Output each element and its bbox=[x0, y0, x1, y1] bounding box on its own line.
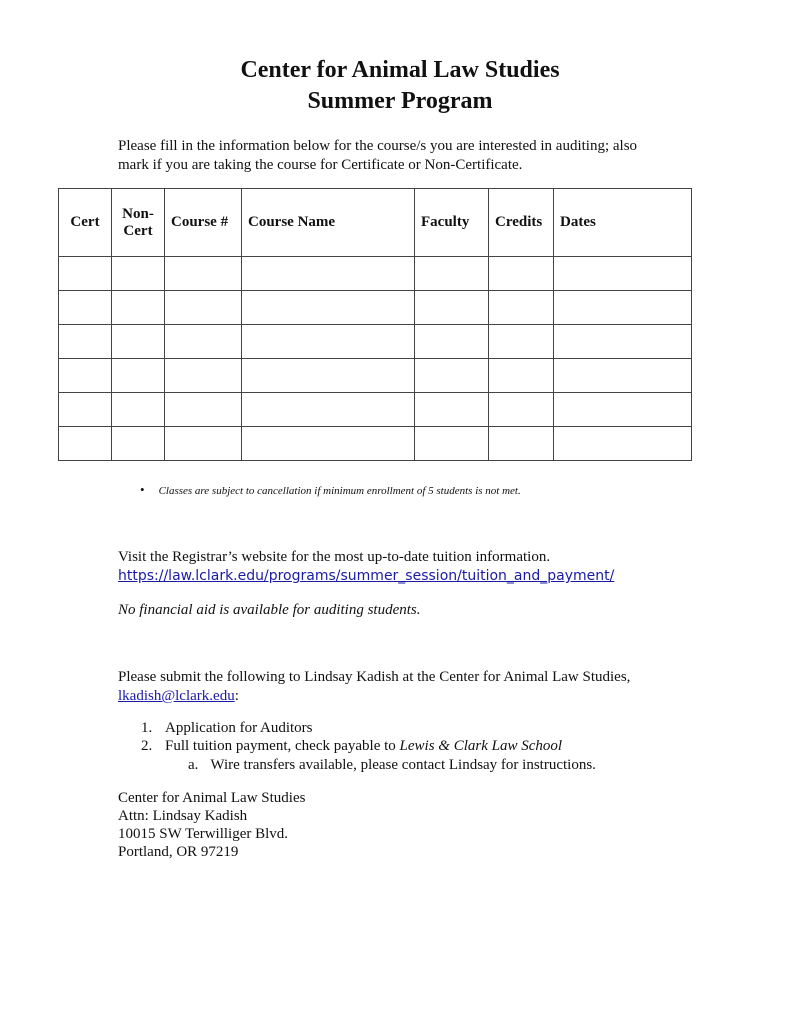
faculty-cell[interactable] bbox=[415, 359, 489, 393]
non-cert-cell[interactable] bbox=[112, 359, 165, 393]
list-item bbox=[118, 737, 562, 755]
header-faculty: Faculty bbox=[415, 189, 489, 257]
course-name-cell[interactable] bbox=[242, 359, 415, 393]
header-non-cert bbox=[112, 189, 165, 257]
course-number-cell[interactable] bbox=[165, 393, 242, 427]
dates-cell[interactable] bbox=[554, 325, 692, 359]
payee-name: Lewis & Clark Law School bbox=[399, 738, 563, 754]
cancellation-note bbox=[140, 482, 521, 498]
non-cert-cell[interactable] bbox=[112, 427, 165, 461]
address-line-4: Portland, OR 97219 bbox=[118, 844, 239, 860]
faculty-cell[interactable] bbox=[415, 325, 489, 359]
course-name-cell[interactable] bbox=[242, 427, 415, 461]
credits-cell[interactable] bbox=[489, 325, 554, 359]
registrar-text: Visit the Registrar’s website for the most up-to-date tuition information. bbox=[118, 549, 551, 565]
list-item-number: 1. bbox=[141, 720, 153, 736]
cert-cell[interactable] bbox=[59, 325, 112, 359]
email-link[interactable]: lkadish@lclark.edu bbox=[118, 688, 235, 704]
tuition-link[interactable]: https://law.lclark.edu/programs/summer_session/tuition_and_payment/ bbox=[118, 568, 615, 584]
non-cert-cell[interactable] bbox=[112, 291, 165, 325]
submit-text: Please submit the following to Lindsay Kadish at the Center for Animal Law Studies, bbox=[118, 669, 631, 685]
header-non-cert-line1: Non- bbox=[122, 205, 154, 222]
intro-paragraph bbox=[118, 137, 698, 175]
email-suffix: : bbox=[234, 688, 239, 704]
faculty-cell[interactable] bbox=[415, 393, 489, 427]
cert-cell[interactable] bbox=[59, 427, 112, 461]
faculty-cell[interactable] bbox=[415, 427, 489, 461]
page-title: Center for Animal Law Studies bbox=[240, 57, 560, 83]
course-number-cell[interactable] bbox=[165, 359, 242, 393]
page-subtitle: Summer Program bbox=[307, 88, 493, 114]
registrar-paragraph bbox=[118, 548, 758, 586]
cancellation-note-text: Classes are subject to cancellation if minimum enrollment of 5 students is not met. bbox=[158, 485, 521, 497]
course-table bbox=[58, 188, 692, 461]
non-cert-cell[interactable] bbox=[112, 257, 165, 291]
list-item-text: Application for Auditors bbox=[165, 720, 313, 736]
submission-list bbox=[118, 719, 562, 755]
table-row bbox=[59, 393, 692, 427]
faculty-cell[interactable] bbox=[415, 291, 489, 325]
address-line-2: Attn: Lindsay Kadish bbox=[118, 808, 248, 824]
mailing-address bbox=[118, 789, 305, 861]
dates-cell[interactable] bbox=[554, 257, 692, 291]
dates-cell[interactable] bbox=[554, 359, 692, 393]
list-item-number: 2. bbox=[141, 738, 153, 754]
course-name-cell[interactable] bbox=[242, 291, 415, 325]
table-header-row bbox=[59, 189, 692, 257]
course-number-cell[interactable] bbox=[165, 325, 242, 359]
list-item bbox=[118, 719, 562, 737]
financial-aid-note: No financial aid is available for auditing students. bbox=[118, 602, 421, 618]
credits-cell[interactable] bbox=[489, 291, 554, 325]
header-dates: Dates bbox=[554, 189, 692, 257]
course-name-cell[interactable] bbox=[242, 325, 415, 359]
course-name-cell[interactable] bbox=[242, 257, 415, 291]
table-row bbox=[59, 359, 692, 393]
table-row bbox=[59, 291, 692, 325]
credits-cell[interactable] bbox=[489, 427, 554, 461]
credits-cell[interactable] bbox=[489, 257, 554, 291]
credits-cell[interactable] bbox=[489, 393, 554, 427]
header-credits: Credits bbox=[489, 189, 554, 257]
table-row bbox=[59, 257, 692, 291]
cert-cell[interactable] bbox=[59, 359, 112, 393]
table-row bbox=[59, 427, 692, 461]
header-cert: Cert bbox=[59, 189, 112, 257]
cert-cell[interactable] bbox=[59, 291, 112, 325]
header-non-cert-line2: Cert bbox=[123, 222, 153, 239]
header-course-name: Course Name bbox=[242, 189, 415, 257]
address-line-3: 10015 SW Terwilliger Blvd. bbox=[118, 826, 289, 842]
bullet-icon: • bbox=[140, 482, 145, 497]
dates-cell[interactable] bbox=[554, 291, 692, 325]
table-row bbox=[59, 325, 692, 359]
dates-cell[interactable] bbox=[554, 393, 692, 427]
non-cert-cell[interactable] bbox=[112, 393, 165, 427]
cert-cell[interactable] bbox=[59, 393, 112, 427]
credits-cell[interactable] bbox=[489, 359, 554, 393]
submit-paragraph bbox=[118, 668, 758, 706]
sub-list-item bbox=[188, 756, 596, 774]
faculty-cell[interactable] bbox=[415, 257, 489, 291]
course-number-cell[interactable] bbox=[165, 291, 242, 325]
course-number-cell[interactable] bbox=[165, 257, 242, 291]
intro-line-2: mark if you are taking the course for Certificate or Non-Certificate. bbox=[118, 157, 523, 173]
course-number-cell[interactable] bbox=[165, 427, 242, 461]
sub-item-letter: a. bbox=[188, 757, 199, 773]
sub-item-text: Wire transfers available, please contact Lindsay for instructions. bbox=[210, 757, 596, 773]
address-line-1: Center for Animal Law Studies bbox=[118, 790, 306, 806]
list-item-text: Full tuition payment, check payable to bbox=[165, 738, 400, 754]
dates-cell[interactable] bbox=[554, 427, 692, 461]
cert-cell[interactable] bbox=[59, 257, 112, 291]
course-name-cell[interactable] bbox=[242, 393, 415, 427]
intro-line-1: Please fill in the information below for the course/s you are interested in auditing; also bbox=[118, 138, 638, 154]
header-course-number: Course # bbox=[165, 189, 242, 257]
non-cert-cell[interactable] bbox=[112, 325, 165, 359]
